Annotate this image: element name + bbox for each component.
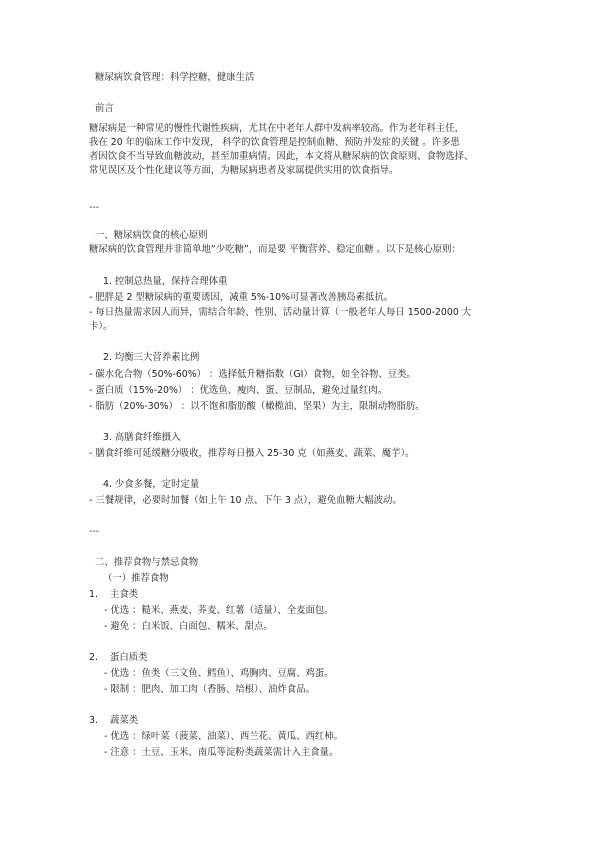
preface-heading: 前言 xyxy=(95,103,114,114)
principle-line: 卡）。 xyxy=(89,321,113,332)
principle-line: - 脂肪（20%-30%） ：以不饱和脂肪酸（橄榄油、坚果）为主，限制动物脂肪。 xyxy=(89,401,425,412)
section1-heading: 一、糖尿病饮食的核心原则 xyxy=(95,230,208,241)
preface-line: 常见误区及个性化建议等方面，为糖尿病患者及家属提供实用的饮食指导。 xyxy=(89,165,399,176)
section2-heading: 二、推荐食物与禁忌食物 xyxy=(95,557,199,568)
principle-line: - 蛋白质（15%-20%） ：优选鱼、瘦肉、蛋、豆制品，避免过量红肉。 xyxy=(89,385,388,396)
principle-line: - 碳水化合物（50%-60%） ：选择低升糖指数（GI）食物，如全谷物、豆类。 xyxy=(89,369,416,380)
section1-intro: 糖尿病的饮食管理并非简单地“少吃糖”，而是要 平衡营养、稳定血糖 。以下是核心原则： xyxy=(89,244,461,255)
food-item: - 注意 ：土豆、玉米、南瓜等淀粉类蔬菜需计入主食量。 xyxy=(104,747,339,758)
food-group-name: 主食类 xyxy=(110,589,139,600)
principle-heading: 2. 均衡三大营养素比例 xyxy=(103,352,200,363)
section2-subheading: （一）推荐食物 xyxy=(103,573,169,584)
food-item: - 优选 ：绿叶菜（菠菜、油菜）、西兰花、黄瓜、西红柿。 xyxy=(104,731,344,742)
food-group-number: 2. xyxy=(89,652,98,663)
food-item: - 限制 ：肥肉、加工肉（香肠、培根）、油炸食品。 xyxy=(104,684,315,695)
food-group-number: 3. xyxy=(89,715,98,726)
principle-line: - 肥胖是 2 型糖尿病的重要诱因，减重 5%-10%可显著改善胰岛素抵抗。 xyxy=(89,292,394,303)
preface-line: 者因饮食不当导致血糖波动，甚至加重病情。因此，本文将从糖尿病的饮食原则、食物选择、 xyxy=(89,151,474,162)
principle-line: - 每日热量需求因人而异，需结合年龄、性别、活动量计算（一般老年人每日 1500-2000 大 xyxy=(89,307,472,318)
document-title: 糖尿病饮食管理：科学控糖，健康生活 xyxy=(95,72,255,83)
principle-heading: 4. 少食多餐，定时定量 xyxy=(103,479,200,490)
preface-line: 我在 20 年的临床工作中发现， 科学的饮食管理是控制血糖、预防并发症的关键 。许多患 xyxy=(89,137,460,148)
food-group-number: 1. xyxy=(89,589,98,600)
food-item: - 优选 ：糙米、燕麦、荞麦、红薯（适量）、全麦面包。 xyxy=(104,605,334,616)
principle-heading: 1. 控制总热量，保持合理体重 xyxy=(103,276,228,287)
principle-heading: 3. 高膳食纤维摄入 xyxy=(103,432,181,443)
principle-line: - 三餐规律，必要时加餐（如上午 10 点、下午 3 点），避免血糖大幅波动。 xyxy=(89,495,402,506)
food-group-name: 蔬菜类 xyxy=(110,715,139,726)
principle-line: - 膳食纤维可延缓糖分吸收，推荐每日摄入 25-30 克（如燕麦、蔬菜、魔芋）。 xyxy=(89,448,415,459)
food-item: - 优选 ：鱼类（三文鱼、鳕鱼）、鸡胸肉、豆腐、鸡蛋。 xyxy=(104,668,334,679)
separator: --- xyxy=(89,526,100,537)
separator: --- xyxy=(89,202,100,213)
food-group-name: 蛋白质类 xyxy=(110,652,148,663)
food-item: - 避免 ：白米饭、白面包、糯米、甜点。 xyxy=(104,621,273,632)
preface-line: 糖尿病是一种常见的慢性代谢性疾病，尤其在中老年人群中发病率较高。作为老年科主任， xyxy=(89,123,465,134)
